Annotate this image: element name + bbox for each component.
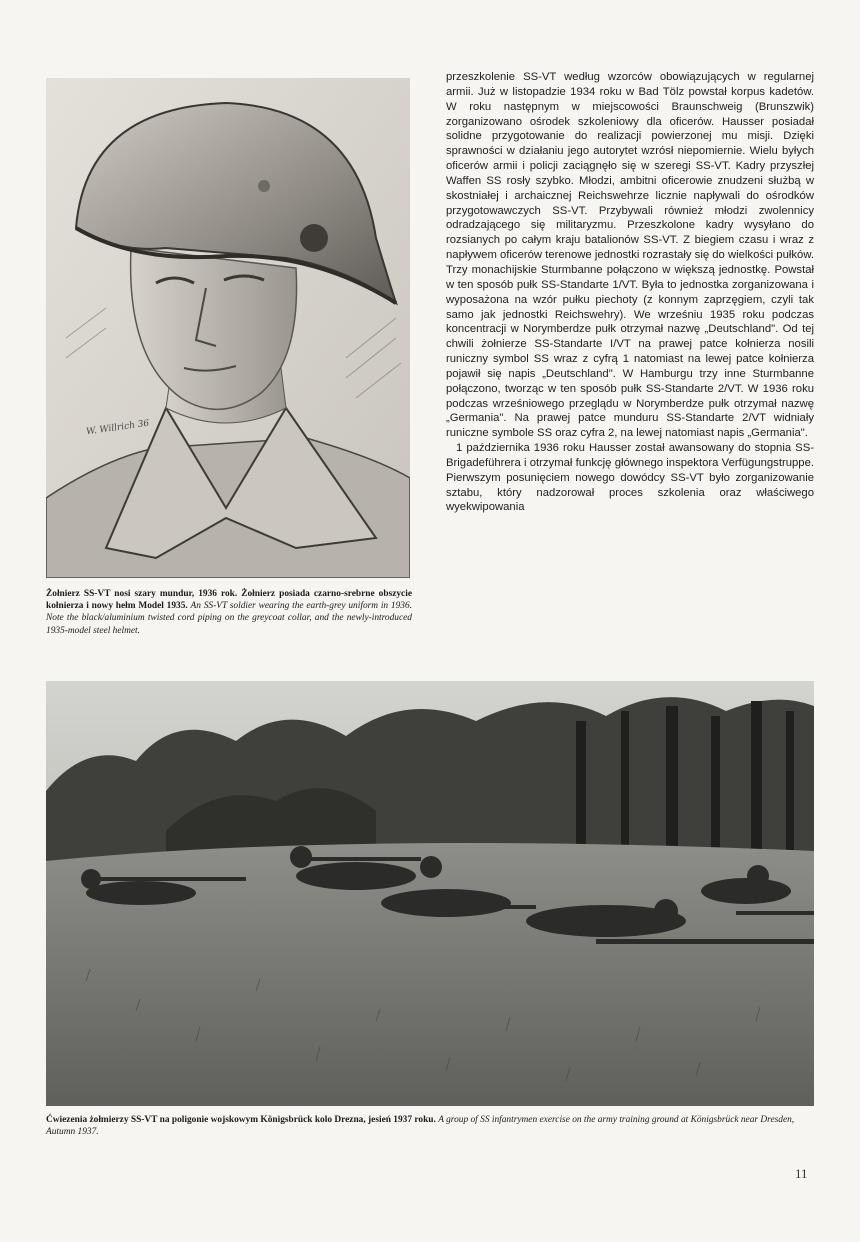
portrait-caption bbox=[46, 588, 412, 637]
caption-top-english: An SS-VT soldier wearing the earth-grey uniform in 1936. Note the black/aluminium twisted cord piping on the greycoat collar, and the newly-introduced 1935-model steel helmet. bbox=[46, 601, 412, 636]
caption-bottom-polish: Ćwiezenia żołmierzy SS-VT na poligonie wojskowym Königsbrück kolo Drezna, jesień 1937 roku. bbox=[46, 1115, 436, 1125]
soldier-portrait-drawing bbox=[46, 78, 410, 578]
caption-bottom-english: A group of SS infantrymen exercise on the army training ground at Königsbrück near Dresden, Autumn 1937. bbox=[46, 1115, 795, 1138]
article-paragraph-2: 1 października 1936 roku Hausser został awansowany do stopnia SS-Brigadeführera i otrzymał funkcję głównego inspektora Verfügungstruppe. Pierwszym posunięciem nowego dowódcy SS-VT było zorganizowanie sztabu, który nadzorował proces szkolenia oraz właściwego wyekwipowania bbox=[446, 442, 814, 514]
page-number: 11 bbox=[795, 1166, 808, 1181]
portrait-signature: W. Willrich 36 bbox=[85, 418, 150, 438]
article-paragraph-1: przeszkolenie SS-VT według wzorców obowiązujących w regularnej armii. Już w listopadzie 1934 roku w Bad Tölz powstał korpus kadetów. W roku następnym w miejscowości Braunschweig (Brunszwik) zorganizowano ośrodek szkoleniowy dla oficerów. Hausser posiadał solidne przygotowanie do realizacji powierzonej mu misji. Dzięki sprawności w działaniu jego autorytet wzrósł niepomiernie. Wielu byłych oficerów armii i policji zaciągnęło się w szeregi SS-VT. Kadry przyszłej Waffen SS rosły szybko. Młodzi, ambitni oficerowie znudzeni służbą w skostniałej i archaicznej Reichswehrze licznie napływali do ośrodków przygotowawczych SS-VT. Przybywali również młodzi zwolennicy odradzającego się militaryzmu. Przeszkolone kadry wysyłano do rozsianych po całym kraju batalionów SS-VT. Z biegiem czasu i wraz z napływem oficerów terenowe jednostki rozrastały się do wielkości pułków. Trzy monachijskie Sturmbanne połączono w większą jednostkę. Powstał w ten sposób pułk SS-Standarte 1/VT. Była to jednostka zorganizowana i wyposażona na wzór pułku piechoty (z konnym zaprzęgiem, czyli tak samo jak jednostki Reichswehry). We wrześniu 1935 roku podczas koncentracji w Norymberdze pułk otrzymał nazwę „Deutschland". Od tej chwili żołnierze SS-Standarte I/VT na prawej patce kołnierza nosili runiczny symbol SS wraz z cyfrą 1 natomiast na lewej patce kołnierza pojawił się napis „Deutschland". W Hamburgu trzy inne Sturmbanne połączono, tworząc w ten sposób pułk SS-Standarte 2/VT. W 1936 roku podczas wrześniowego przeglądu w Norymberdze pułk otrzymał nazwę „Germania". Na prawej patce munduru SS-Standarte 2/VT widniały runiczne symbole SS oraz cyfra 2, na lewej natomiast napis „Germania". bbox=[446, 71, 814, 440]
training-photograph bbox=[46, 681, 814, 1106]
portrait-illustration bbox=[46, 78, 410, 578]
article-text bbox=[446, 70, 814, 515]
infantry-exercise-photo bbox=[46, 681, 814, 1106]
photo-caption bbox=[46, 1114, 814, 1138]
caption-top-polish: Żołnierz SS-VT nosi szary mundur, 1936 rok. Żołnierz posiada czarno-srebrne obszycie kołnierza i nowy hełm Model 1935. bbox=[46, 589, 412, 612]
